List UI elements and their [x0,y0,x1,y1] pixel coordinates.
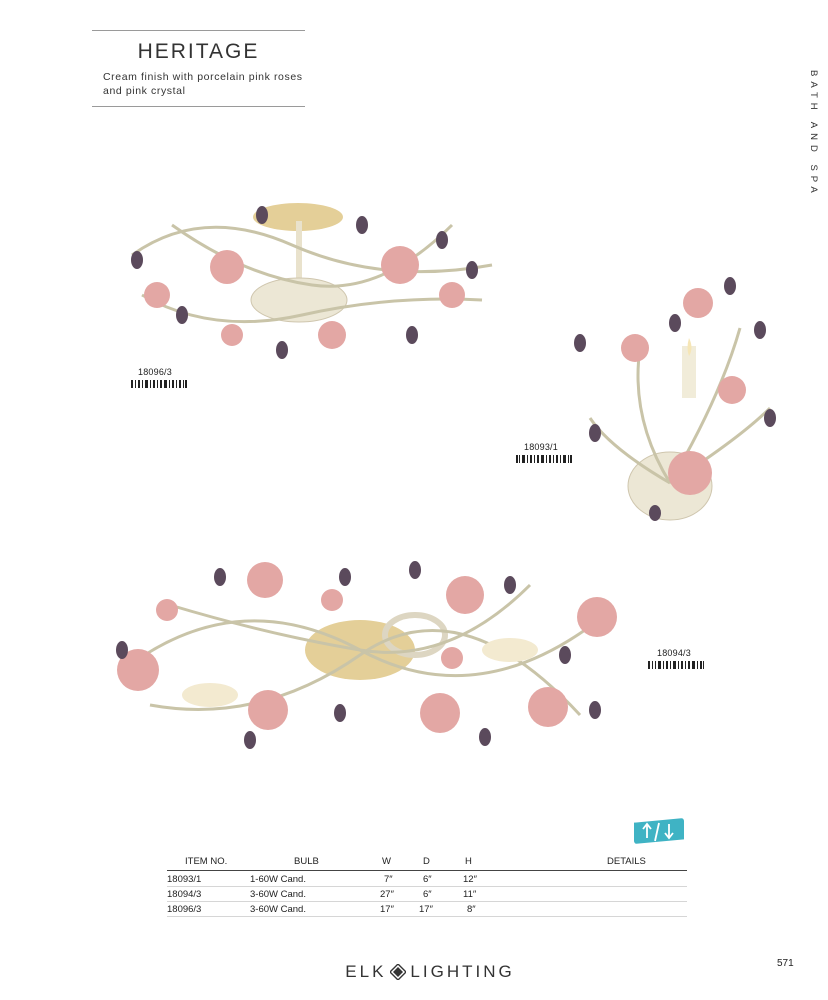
product-image-ceiling-light [112,185,512,380]
cell-item: 18096/3 [167,902,250,917]
cell-width: 17″ [370,902,417,917]
sku-label: 18093/1 [524,442,558,452]
cell-depth: 6″ [417,871,457,887]
section-label: BATH AND SPA [808,70,819,198]
barcode [131,380,187,388]
cell-item: 18094/3 [167,887,250,902]
sku-label: 18094/3 [657,648,691,658]
cell-details [537,871,687,887]
product-image-wall-sconce [570,268,785,526]
column-header: W [382,856,391,867]
column-header: D [423,856,430,867]
cell-depth: 6″ [417,887,457,902]
cell-height: 11″ [457,887,537,902]
cell-width: 7″ [370,871,417,887]
column-header: BULB [294,856,319,867]
cell-height: 12″ [457,871,537,887]
brand-logo [330,962,530,982]
cell-details [537,887,687,902]
barcode [516,455,572,463]
cell-height: 8″ [457,902,537,917]
table-row [167,902,687,917]
spec-table [167,856,687,917]
cell-depth: 17″ [417,902,457,917]
cell-bulb: 1-60W Cand. [250,871,370,887]
brand-name-left: ELK [345,962,387,981]
column-header: ITEM NO. [185,856,228,867]
header-top-rule [92,30,305,31]
series-description: Cream finish with porcelain pink roses and pink crystal [103,71,303,97]
table-row [167,871,687,887]
header-bottom-rule [92,106,305,107]
cell-bulb: 3-60W Cand. [250,902,370,917]
cell-details [537,902,687,917]
brand-name-right: LIGHTING [410,962,515,981]
table-header-row [167,856,687,871]
cell-item: 18093/1 [167,871,250,887]
up-down-light-icon [634,818,684,844]
cell-width: 27″ [370,887,417,902]
product-image-vanity-light [110,555,625,755]
series-title: HERITAGE [137,40,260,63]
sku-label: 18096/3 [138,367,172,377]
cell-bulb: 3-60W Cand. [250,887,370,902]
column-header: H [465,856,472,867]
table-row [167,887,687,902]
column-header: DETAILS [607,856,646,867]
barcode [648,661,704,669]
diamond-logo-icon [390,964,406,980]
page-number: 571 [777,958,794,969]
